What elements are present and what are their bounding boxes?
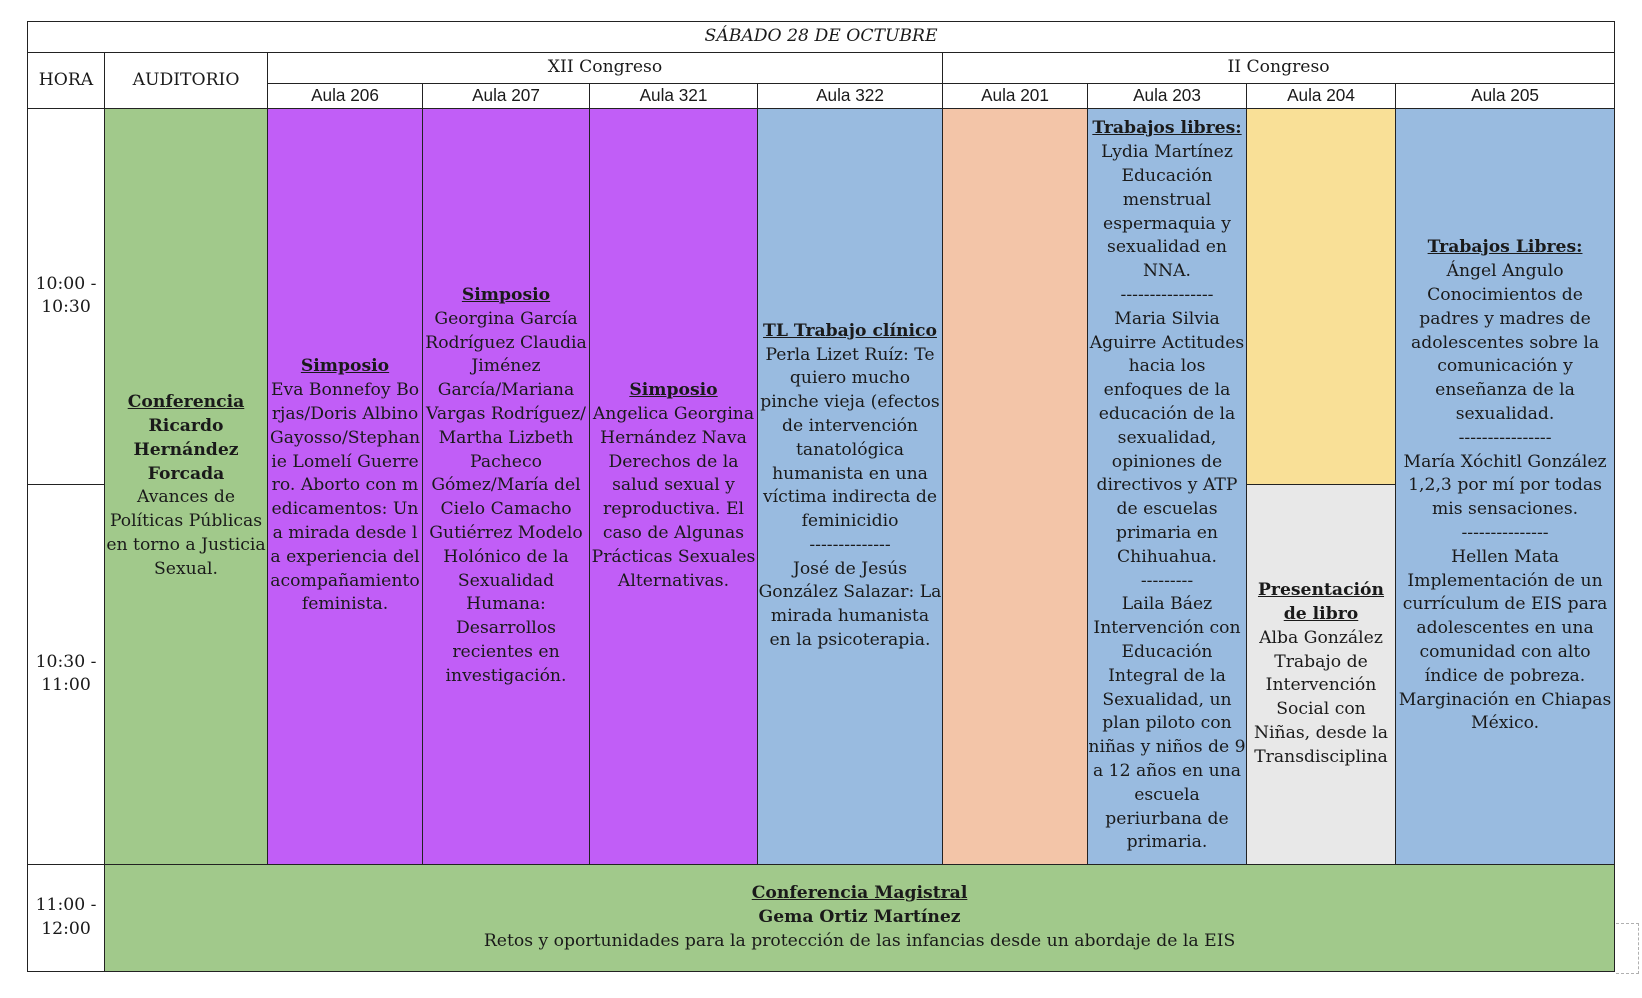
time-slot-1000: 10:00 - 10:30 <box>28 108 105 484</box>
session-part-3: Laila Báez Intervención con Educación Integral de la Sexualidad, un plan piloto con niñas y niños de 9 a 12 años en una escuela periurbana de primaria. <box>1088 594 1246 853</box>
session-body: Eva Bonnefoy Borjas/Doris Albino Gayosso/Stephanie Lomelí Guerrero. Aborto con medicamentos: Una mirada desde la experiencia del acompañamiento feminista. <box>269 380 421 615</box>
time-slot-1030: 10:30 - 11:00 <box>28 484 105 864</box>
session-topic: Avances de Políticas Públicas en torno a Justicia Sexual. <box>106 487 266 579</box>
session-type: Conferencia Magistral <box>751 883 968 904</box>
session-part-2: Maria Silvia Aguirre Actitudes hacia los enfoques de la educación de la sexualidad, opiniones de directivos y ATP de escuelas primaria en Chihuahua. <box>1089 308 1245 567</box>
session-part-1: Perla Lizet Ruíz: Te quiero mucho pinche vieja (efectos de intervención tanatológica humanista en una víctima indirecta de feminicidio <box>760 344 940 532</box>
decorative-frame <box>1616 923 1639 974</box>
session-aula-322 <box>758 108 943 864</box>
session-body: Angelica Georgina Hernández Nava Derechos de la salud sexual y reproductiva. El caso de Algunas Prácticas Sexuales Alternativas. <box>591 404 756 591</box>
session-aula-206 <box>268 108 423 864</box>
session-type: Presentación de libro <box>1257 580 1385 624</box>
speaker-line-2: Hernández <box>133 439 239 460</box>
header-aula-207: Aula 207 <box>423 84 590 109</box>
session-type: Trabajos Libres: <box>1427 237 1583 258</box>
session-part-1: Lydia Martínez Educación menstrual espermaquia y sexualidad en NNA. <box>1101 142 1233 282</box>
time-slot-1100: 11:00 - 12:00 <box>28 864 105 971</box>
session-type: Simposio <box>461 285 551 306</box>
header-congress-xii: XII Congreso <box>268 53 943 84</box>
page-title: SÁBADO 28 DE OCTUBRE <box>28 22 1615 53</box>
separator: -------------- <box>809 534 891 555</box>
session-aula-207 <box>423 108 590 864</box>
session-magistral <box>105 864 1615 971</box>
header-aula-206: Aula 206 <box>268 84 423 109</box>
schedule-table <box>27 21 1615 972</box>
session-body: Alba González Trabajo de Intervención Social con Niñas, desde la Transdisciplina <box>1254 627 1388 767</box>
speaker-line-3: Forcada <box>147 463 225 484</box>
header-aula-201: Aula 201 <box>943 84 1088 109</box>
session-aula-321 <box>590 108 758 864</box>
header-hora: HORA <box>28 53 105 109</box>
session-aula-203 <box>1088 108 1247 864</box>
header-congress-ii: II Congreso <box>943 53 1615 84</box>
session-body: Georgina García Rodríguez Claudia Jiménez García/Mariana Vargas Rodríguez/ Martha Lizbeth Pacheco Gómez/María del Cielo Camacho Gutiérrez Modelo Holónico de la Sexualidad Humana: Desarrollos recientes en investigación. <box>425 308 587 686</box>
session-aula-201-empty <box>943 108 1088 864</box>
separator: --------- <box>1140 570 1194 591</box>
speaker-line-1: Ricardo <box>148 415 224 436</box>
separator: --------------- <box>1461 522 1549 543</box>
session-topic: Retos y oportunidades para la protección de las infancias desde un abordaje de la EIS <box>483 930 1236 951</box>
separator: ---------------- <box>1120 285 1214 306</box>
session-part-3: Hellen Mata Implementación de un currículum de EIS para adolescentes en una comunidad con alto índice de pobreza. Marginación en Chiapas México. <box>1398 546 1612 734</box>
session-type: TL Trabajo clínico <box>763 320 937 341</box>
header-auditorio: AUDITORIO <box>105 53 268 109</box>
session-auditorio <box>105 108 268 864</box>
session-aula-204-empty <box>1247 108 1396 484</box>
session-part-2: María Xóchitl González 1,2,3 por mí por todas mis sensaciones. <box>1403 451 1607 520</box>
session-part-2: José de Jesús González Salazar: La mirada humanista en la psicoterapia. <box>758 558 942 651</box>
session-aula-205 <box>1396 108 1615 864</box>
header-aula-205: Aula 205 <box>1396 84 1615 109</box>
session-aula-204 <box>1247 484 1396 864</box>
session-type: Conferencia <box>127 392 245 413</box>
session-part-1: Ángel Angulo Conocimientos de padres y madres de adolescentes sobre la comunicación y enseñanza de la sexualidad. <box>1411 261 1600 424</box>
header-aula-203: Aula 203 <box>1088 84 1247 109</box>
session-speaker: Gema Ortiz Martínez <box>758 906 961 927</box>
header-aula-204: Aula 204 <box>1247 84 1396 109</box>
session-type: Simposio <box>300 356 390 377</box>
session-type: Simposio <box>629 380 718 401</box>
separator: ---------------- <box>1458 427 1552 448</box>
session-type: Trabajos libres: <box>1092 118 1242 139</box>
header-aula-322: Aula 322 <box>758 84 943 109</box>
header-aula-321: Aula 321 <box>590 84 758 109</box>
